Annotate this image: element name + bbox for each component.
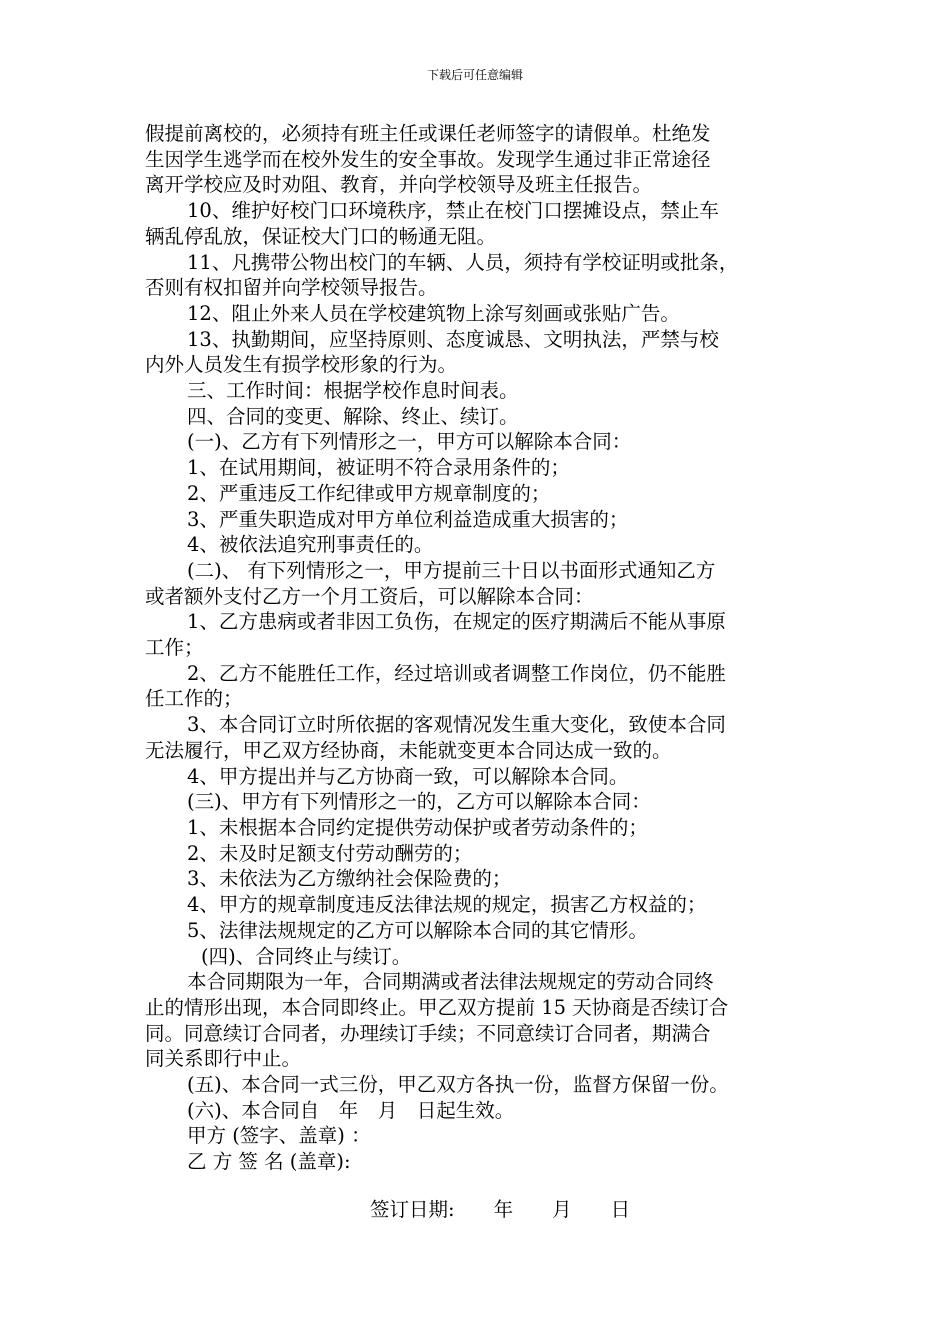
body-line: 3、严重失职造成对甲方单位利益造成重大损害的； — [187, 507, 629, 531]
body-line: 4、被依法追究刑事责任的。 — [187, 533, 434, 557]
body-line: 10、维护好校门口环境秩序，禁止在校门口摆摊设点，禁止车 — [187, 199, 719, 223]
body-line: 工作； — [145, 636, 204, 660]
body-line: 2、严重违反工作纪律或甲方规章制度的； — [187, 481, 551, 505]
body-line: 2、乙方不能胜任工作，经过培训或者调整工作岗位，仍不能胜 — [187, 661, 726, 685]
document-body — [145, 121, 817, 1175]
body-line: 止的情形出现，本合同即终止。甲乙双方提前 15 天协商是否续订合 — [145, 995, 729, 1019]
body-line: (一)、乙方有下列情形之一，甲方可以解除本合同： — [187, 430, 632, 454]
body-line: (三)、甲方有下列情形之一的，乙方可以解除本合同： — [187, 790, 651, 814]
body-line: 内外人员发生有损学校形象的行为。 — [145, 353, 458, 377]
signature-party-b: 乙 方 签 名 (盖章): — [187, 1150, 351, 1174]
body-line: 4、甲方的规章制度违反法律法规的规定，损害乙方权益的； — [187, 893, 707, 917]
body-line: 5、法律法规规定的乙方可以解除本合同的其它情形。 — [187, 918, 648, 942]
body-line: 同。同意续订合同者，办理续订手续；不同意续订合同者，期满合 — [145, 1021, 711, 1045]
body-line: 1、未根据本合同约定提供劳动保护或者劳动条件的； — [187, 815, 648, 839]
body-line: 假提前离校的，必须持有班主任或课任老师签字的请假单。杜绝发 — [145, 122, 711, 145]
body-line: 四、合同的变更、解除、终止、续订。 — [187, 404, 519, 428]
body-line: 任工作的； — [145, 687, 243, 711]
body-line: 12、阻止外来人员在学校建筑物上涂写刻画或张贴广告。 — [187, 301, 680, 325]
body-line: 1、在试用期间，被证明不符合录用条件的； — [187, 456, 570, 480]
body-line: 11、凡携带公物出校门的车辆、人员，须持有学校证明或批条， — [187, 250, 739, 274]
body-line: 3、本合同订立时所依据的客观情况发生重大变化，致使本合同 — [187, 713, 726, 737]
signature-party-a: 甲方 (签字、盖章) ： — [187, 1124, 371, 1148]
body-line: 4、甲方提出并与乙方协商一致，可以解除本合同。 — [187, 764, 629, 788]
body-line: 三、工作时间：根据学校作息时间表。 — [187, 379, 519, 403]
body-line: 生因学生逃学而在校外发生的安全事故。发现学生通过非正常途径 — [145, 147, 711, 171]
body-line: 2、未及时足额支付劳动酬劳的； — [187, 841, 473, 865]
body-line: 3、未依法为乙方缴纳社会保险费的； — [187, 867, 512, 891]
signing-date: 签订日期: 年 月 日 — [370, 1198, 631, 1221]
body-line: 同关系即行中止。 — [145, 1047, 302, 1071]
body-line: 或者额外支付乙方一个月工资后，可以解除本合同： — [145, 584, 594, 608]
body-line: 本合同期限为一年，合同期满或者法律法规规定的劳动合同终 — [187, 970, 714, 994]
body-line: (六)、本合同自 年 月 日起生效。 — [187, 1098, 515, 1122]
body-line: 否则有权扣留并向学校领导报告。 — [145, 276, 438, 300]
body-line: 辆乱停乱放，保证校大门口的畅通无阻。 — [145, 224, 497, 248]
body-line: 1、乙方患病或者非因工负伤，在规定的医疗期满后不能从事原 — [187, 610, 726, 634]
body-line: (四)、合同终止与续订。 — [201, 944, 412, 968]
body-line: 无法履行，甲乙双方经协商，未能就变更本合同达成一致的。 — [145, 738, 672, 762]
page-header: 下载后可任意编辑 — [426, 68, 523, 82]
body-line: (五)、本合同一式三份，甲乙双方各执一份，监督方保留一份。 — [187, 1073, 729, 1097]
body-line: 离开学校应及时劝阻、教育，并向学校领导及班主任报告。 — [145, 173, 653, 197]
body-line: (二)、 有下列情形之一，甲方提前三十日以书面形式通知乙方 — [187, 558, 716, 582]
body-line: 13、执勤期间，应坚持原则、态度诚恳、文明执法，严禁与校 — [187, 327, 719, 351]
